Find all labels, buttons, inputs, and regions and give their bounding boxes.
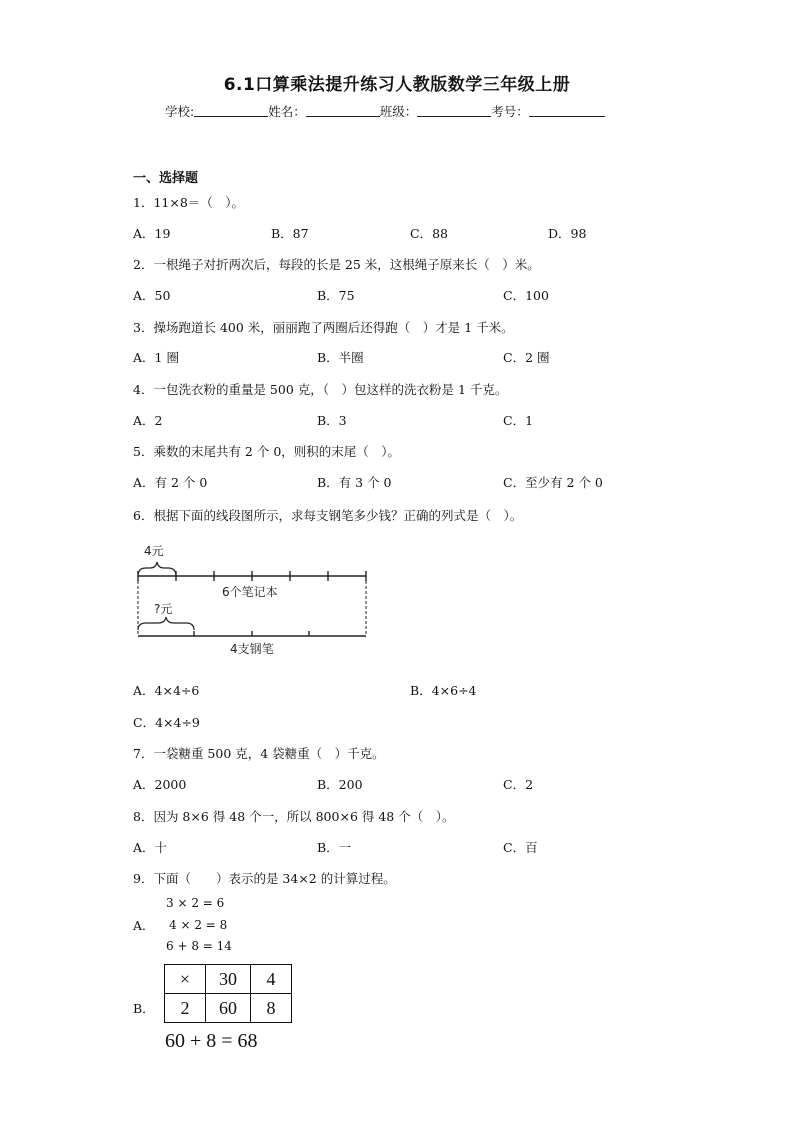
q1-option-c[interactable]: C．88 bbox=[410, 226, 448, 241]
q4-option-b[interactable]: B．3 bbox=[317, 413, 347, 428]
question-9: 9．下面（ ）表示的是 34×2 的计算过程。 bbox=[133, 871, 396, 886]
page-title: 6.1口算乘法提升练习人教版数学三年级上册 bbox=[223, 75, 571, 95]
question-4: 4．一包洗衣粉的重量是 500 克，（ ）包这样的洗衣粉是 1 千克。 bbox=[133, 382, 508, 397]
class-label: 班级： bbox=[379, 104, 418, 119]
question-6: 6．根据下面的线段图所示，求每支钢笔多少钱？正确的列式是（ ）。 bbox=[133, 508, 523, 523]
name-label: 姓名： bbox=[268, 104, 306, 119]
q8-option-a[interactable]: A．十 bbox=[133, 840, 168, 855]
q7-option-a[interactable]: A．2000 bbox=[133, 777, 187, 792]
table-cell: 60 bbox=[206, 994, 251, 1023]
question-8: 8．因为 8×6 得 48 个一，所以 800×6 得 48 个（ ）。 bbox=[133, 809, 455, 824]
q7-option-c[interactable]: C．2 bbox=[503, 777, 534, 792]
q5-option-a[interactable]: A．有 2 个 0 bbox=[133, 475, 208, 490]
table-cell: 8 bbox=[251, 994, 292, 1023]
table-row bbox=[165, 965, 292, 994]
q9-option-a[interactable]: A． bbox=[133, 918, 155, 933]
q4-option-c[interactable]: C．1 bbox=[503, 413, 534, 428]
pen-caption: 4支钢笔 bbox=[230, 642, 274, 656]
student-info-line bbox=[165, 102, 605, 120]
q4-option-a[interactable]: A．2 bbox=[133, 413, 163, 428]
bottom-brace bbox=[138, 617, 194, 630]
class-blank[interactable] bbox=[417, 104, 491, 117]
q6-option-a[interactable]: A．4×4÷6 bbox=[133, 683, 200, 698]
name-blank[interactable] bbox=[306, 104, 380, 117]
q9-option-b[interactable]: B． bbox=[133, 1001, 155, 1016]
section-heading: 一、选择题 bbox=[133, 171, 199, 186]
table-cell: × bbox=[165, 965, 206, 994]
q6-option-c[interactable]: C．4×4÷9 bbox=[133, 715, 200, 730]
q7-option-b[interactable]: B．200 bbox=[317, 777, 363, 792]
school-blank[interactable] bbox=[194, 104, 268, 117]
question-1: 1．11×8＝（ ）。 bbox=[133, 195, 245, 210]
q8-option-b[interactable]: B．一 bbox=[317, 840, 352, 855]
q8-option-c[interactable]: C．百 bbox=[503, 840, 538, 855]
q3-option-c[interactable]: C．2 圈 bbox=[503, 350, 550, 365]
q2-option-b[interactable]: B．75 bbox=[317, 288, 355, 303]
q9-option-a-calculation bbox=[166, 893, 232, 958]
calc-line-1: 3 × 2 = 6 bbox=[166, 896, 225, 910]
pen-ticks bbox=[194, 631, 309, 636]
school-label: 学校: bbox=[165, 104, 195, 119]
exam-label: 考号： bbox=[491, 104, 529, 119]
calc-line-3: 6 + 8 = 14 bbox=[166, 939, 232, 953]
question-5: 5．乘数的末尾共有 2 个 0，则积的末尾（ ）。 bbox=[133, 444, 401, 459]
q3-option-b[interactable]: B．半圈 bbox=[317, 350, 364, 365]
top-brace bbox=[138, 562, 176, 576]
q1-option-d[interactable]: D．98 bbox=[548, 226, 587, 241]
q5-option-c[interactable]: C．至少有 2 个 0 bbox=[503, 475, 603, 490]
bottom-brace-label: ?元 bbox=[154, 602, 173, 616]
q1-option-b[interactable]: B．87 bbox=[271, 226, 309, 241]
table-cell: 4 bbox=[251, 965, 292, 994]
line-segment-diagram bbox=[130, 538, 380, 663]
question-3: 3．操场跑道长 400 米，丽丽跑了两圈后还得跑（ ）才是 1 千米。 bbox=[133, 320, 514, 335]
q5-option-b[interactable]: B．有 3 个 0 bbox=[317, 475, 392, 490]
exam-blank[interactable] bbox=[529, 104, 605, 117]
table-row bbox=[165, 994, 292, 1023]
q2-option-a[interactable]: A．50 bbox=[133, 288, 171, 303]
q6-option-b[interactable]: B．4×6÷4 bbox=[410, 683, 477, 698]
q9-option-b-table bbox=[164, 964, 292, 1023]
question-2: 2．一根绳子对折两次后，每段的长是 25 米，这根绳子原来长（ ）米。 bbox=[133, 257, 540, 272]
q3-option-a[interactable]: A．1 圈 bbox=[133, 350, 179, 365]
top-brace-label: 4元 bbox=[144, 544, 164, 558]
calc-line-2: 4 × 2 = 8 bbox=[169, 917, 228, 932]
question-7: 7．一袋糖重 500 克，4 袋糖重（ ）千克。 bbox=[133, 746, 385, 761]
q9-option-b-equation: 60 + 8 = 68 bbox=[165, 1030, 258, 1052]
table-cell: 30 bbox=[206, 965, 251, 994]
notebook-caption: 6个笔记本 bbox=[222, 585, 278, 599]
table-cell: 2 bbox=[165, 994, 206, 1023]
q2-option-c[interactable]: C．100 bbox=[503, 288, 549, 303]
q1-option-a[interactable]: A．19 bbox=[133, 226, 171, 241]
